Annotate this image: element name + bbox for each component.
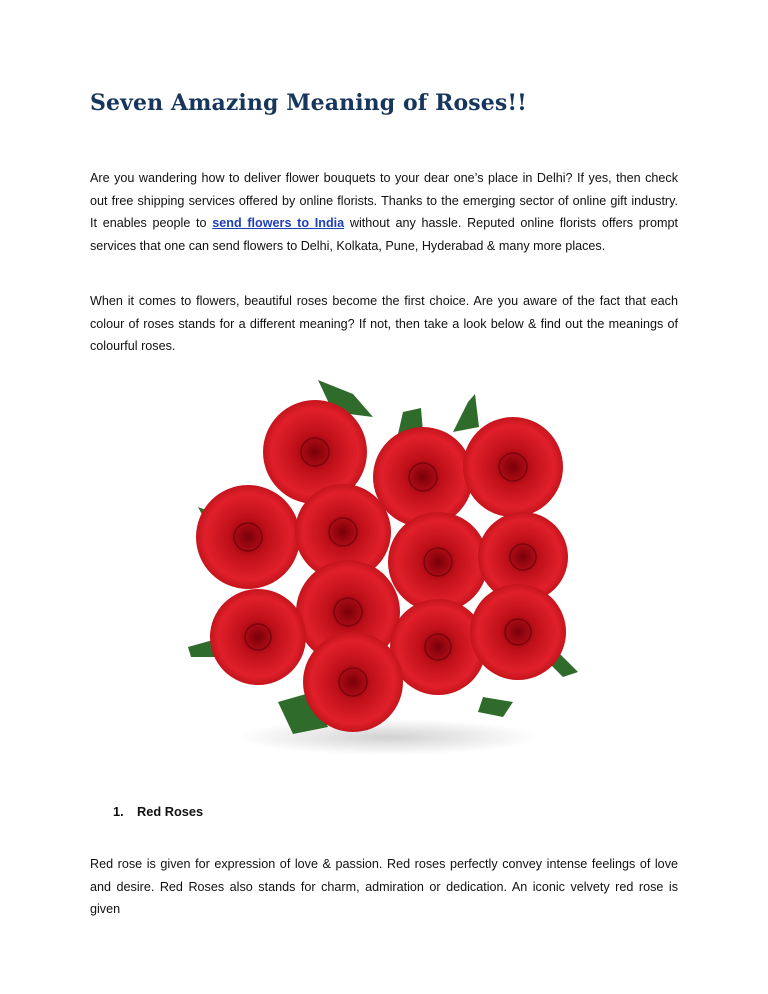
send-flowers-link[interactable]: send flowers to India <box>212 216 345 230</box>
intro-text-before: Are you wandering how to deliver flower bouquets to your dear one’s place in Delhi? If yes, then check out free shipping services offered by online florists. Thanks to the emerging sector of online gift industry. It enables people to <box>90 171 678 230</box>
roses-bouquet-icon <box>183 372 585 757</box>
intro-paragraph <box>90 167 678 257</box>
roses-meaning-paragraph: When it comes to flowers, beautiful roses become the first choice. Are you aware of the fact that each colour of roses stands for a different meaning? If not, then take a look below & find out the meanings of colourful roses. <box>90 294 678 353</box>
red-roses-paragraph: Red rose is given for expression of love & passion. Red roses perfectly convey intense feelings of love and desire. Red Roses also stands for charm, admiration or dedication. An iconic velvety red rose is given <box>90 857 678 916</box>
section-number: 1. <box>113 804 124 819</box>
page-title: Seven Amazing Meaning of Roses!! <box>90 90 527 116</box>
intro-text-after: without any hassle. Reputed online florists offers prompt services that one can send flowers to Delhi, Kolkata, Pune, Hyderabad & many more places. <box>90 216 678 253</box>
red-roses-bouquet-image <box>183 372 585 757</box>
section-heading-red-roses <box>113 804 203 819</box>
section-heading-text: Red Roses <box>137 804 204 819</box>
